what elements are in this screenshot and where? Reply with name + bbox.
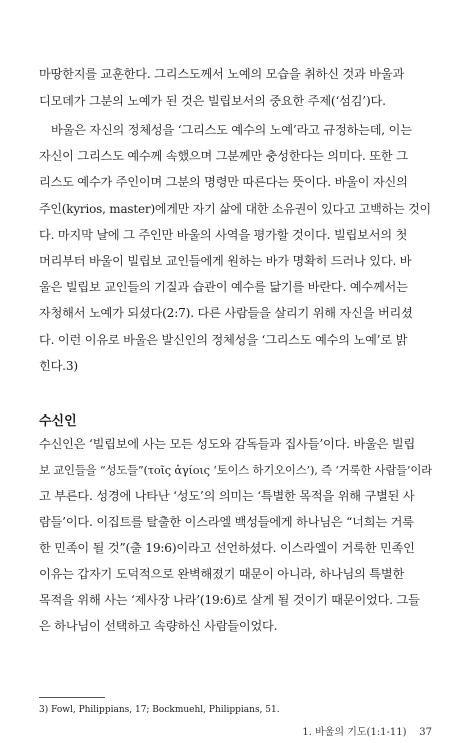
text-line: 주인(kyrios, master)에게만 자기 삶에 대한 소유권이 있다고 고백하는 것이	[39, 201, 431, 216]
text-line: 고 부른다. 성경에 나타난 ‘성도’의 의미는 ‘특별한 목적을 위해 구별된 사	[39, 489, 415, 503]
running-footer	[302, 723, 432, 738]
text-line: 은 하나님이 선택하고 속량하신 사람들이었다.	[39, 619, 278, 633]
text-line: 디모데가 그분의 노예가 된 것은 빌립보서의 중요한 주제(‘섬김’)다.	[39, 93, 386, 108]
footnote: 3) Fowl, Philippians, 17; Bockmuehl, Philippians, 51.	[39, 705, 280, 715]
section-heading: 수신인	[39, 414, 77, 429]
text-line: 목적을 위해 사는 ‘제사장 나라’(19:6)로 살게 될 것이기 때문이었다. 그들	[39, 593, 420, 607]
chapter-title: 1. 바울의 기도(1:1-11)	[302, 727, 407, 738]
text-line: 자신이 그리스도 예수께 속했으며 그분께만 충성한다는 의미다. 또한 그	[39, 149, 408, 164]
text-line: 힌다.3)	[39, 358, 78, 373]
text-line: 다. 마지막 날에 그 주인만 바울의 사역을 평가할 것이다. 빌립보서의 첫	[39, 227, 408, 242]
text-line: 이유는 갑자기 도덕적으로 완벽해졌기 때문이 아니라, 하나님의 특별한	[39, 567, 405, 581]
text-line: 자청해서 노예가 되셨다(2:7). 다른 사람들을 살리기 위해 자신을 버리셨	[39, 306, 413, 321]
text-line: 다. 이런 이유로 바울은 발신인의 정체성을 ‘그리스도 예수의 노예’로 밝	[39, 332, 408, 347]
text-line: 한 민족이 될 것”(출 19:6)이라고 선언하셨다. 이스라엘이 거룩한 민족인	[39, 541, 415, 555]
footnote-divider	[39, 697, 105, 698]
text-line: 울은 빌립보 교인들의 기질과 습관이 예수를 닮기를 바란다. 예수께서는	[39, 280, 408, 295]
text-line: 머리부터 바울이 빌립보 교인들에게 원하는 바가 명확히 드러나 있다. 바	[39, 254, 412, 268]
text-line: 바울은 자신의 정체성을 ‘그리스도 예수의 노예’라고 규정하는데, 이는	[51, 123, 412, 137]
text-line: 람들’이다. 이집트를 탈출한 이스라엘 백성들에게 하나님은 “너희는 거룩	[39, 515, 414, 529]
text-line: 마땅한지를 교훈한다. 그리스도께서 노예의 모습을 취하신 것과 바울과	[39, 67, 405, 81]
page-number: 37	[419, 727, 432, 738]
text-line: 리스도 예수가 주인이며 그분의 명령만 따른다는 뜻이다. 바울이 자신의	[39, 175, 408, 190]
text-line: 보 교인들을 “성도들”(τοῖς ἁγίοις ‘토이스 하기오이스’), 즉 ‘거룩한 사람들’이라	[39, 463, 432, 477]
text-line: 수신인은 ‘빌립보에 사는 모든 성도와 감독들과 집사들’이다. 바울은 빌립	[39, 437, 416, 451]
